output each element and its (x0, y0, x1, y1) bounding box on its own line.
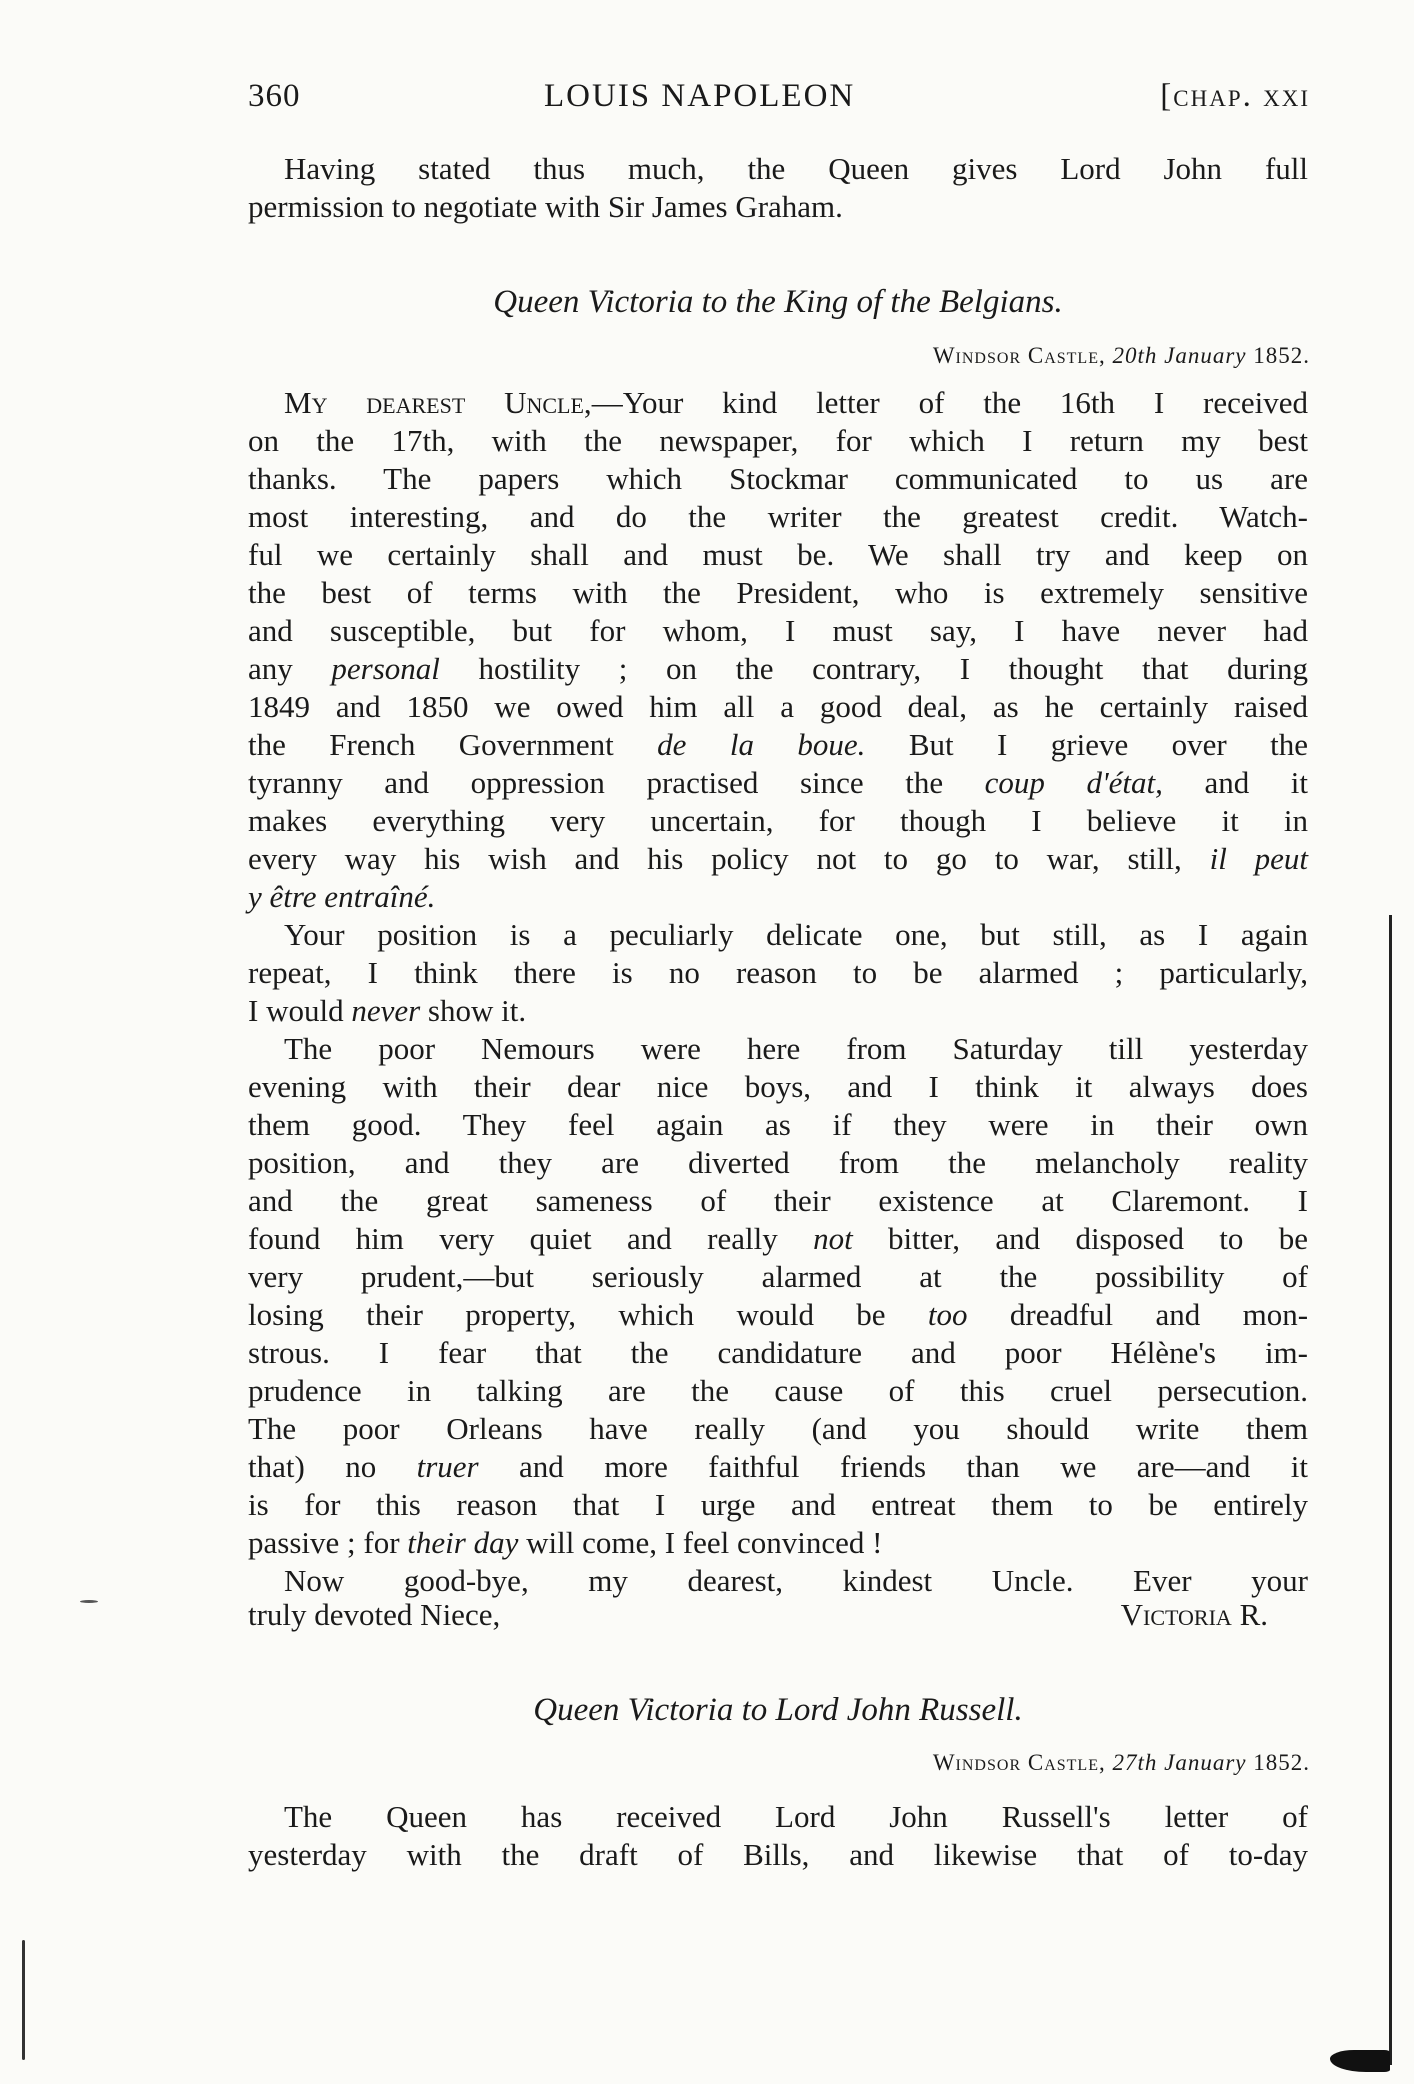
text-line: thanks. The papers which Stockmar communicated to us are (248, 461, 1308, 496)
running-title: LOUIS NAPOLEON (544, 78, 856, 114)
text-line: The poor Nemours were here from Saturday till yesterday (284, 1031, 1308, 1066)
text-line: The poor Orleans have really (and you should write them (248, 1411, 1308, 1446)
text-line: losing their property, which would be too dreadful and mon- (248, 1297, 1309, 1332)
dateline-place: Windsor Castle, (932, 1750, 1106, 1775)
dateline-date: 20th January (1112, 343, 1247, 368)
text-line: position, and they are diverted from the melancholy reality (248, 1145, 1308, 1180)
text-line: ful we certainly shall and must be. We shall try and keep on (248, 537, 1308, 572)
signoff-line (248, 1596, 1308, 1634)
text-line: them good. They feel again as if they were in their own (248, 1107, 1308, 1142)
salutation: My dearest Uncle, (284, 385, 592, 420)
chapter-label: [chap. xxi (1160, 78, 1310, 114)
text-line: Now good-bye, my dearest, kindest Uncle. Ever your (284, 1563, 1308, 1598)
dateline-year: 1852. (1253, 343, 1310, 368)
scan-edge-mark (22, 1940, 25, 2060)
page-number: 360 (248, 78, 301, 114)
text-line: and the great sameness of their existence at Claremont. I (248, 1183, 1308, 1218)
text-line: repeat, I think there is no reason to be alarmed ; particularly, (248, 955, 1308, 990)
dateline-place: Windsor Castle, (932, 343, 1106, 368)
text-line: makes everything very uncertain, for though I believe it in (248, 803, 1308, 838)
text-line: that) no truer and more faithful friends than we are—and it (248, 1449, 1308, 1484)
dateline-date: 27th January (1112, 1750, 1247, 1775)
text-line: tyranny and oppression practised since the coup d'état, and it (248, 765, 1309, 800)
letter-body (248, 1798, 1308, 1874)
text-line: is for this reason that I urge and entreat them to be entirely (248, 1487, 1308, 1522)
scan-edge-line (1389, 915, 1392, 2065)
letter-heading: Queen Victoria to Lord John Russell. (533, 1692, 1023, 1728)
text-line: I would never show it. (248, 993, 527, 1028)
text-line: every way his wish and his policy not to go to war, still, il peut (248, 841, 1309, 876)
closing: truly devoted Niece, (248, 1597, 501, 1632)
text-line: evening with their dear nice boys, and I think it always does (248, 1069, 1308, 1104)
text-line: prudence in talking are the cause of this cruel persecution. (248, 1373, 1308, 1408)
text-line: Your position is a peculiarly delicate one, but still, as I again (284, 917, 1308, 952)
text-line: the best of terms with the President, who is extremely sensitive (248, 575, 1308, 610)
text-line: most interesting, and do the writer the greatest credit. Watch- (248, 499, 1308, 534)
text-line: Having stated thus much, the Queen gives Lord John full (284, 151, 1308, 186)
text-line: any personal hostility ; on the contrary, I thought that during (248, 651, 1309, 686)
text-line: very prudent,—but seriously alarmed at the possibility of (248, 1259, 1308, 1294)
text-line: y être entraîné. (248, 879, 436, 914)
text-line: yesterday with the draft of Bills, and likewise that of to-day (248, 1837, 1308, 1872)
dateline-year: 1852. (1253, 1750, 1310, 1775)
text-line: permission to negotiate with Sir James Graham. (248, 189, 843, 224)
text-line: passive ; for their day will come, I feel convinced ! (248, 1525, 883, 1560)
text-line: 1849 and 1850 we owed him all a good deal, as he certainly raised (248, 689, 1308, 724)
text-line: found him very quiet and really not bitter, and disposed to be (248, 1221, 1309, 1256)
letter-heading: Queen Victoria to the King of the Belgians. (493, 284, 1063, 320)
intro-paragraph (248, 150, 1308, 226)
text-line: and susceptible, but for whom, I must say, I have never had (248, 613, 1308, 648)
page-header (248, 78, 1310, 128)
text-line: My dearest Uncle,—Your kind letter of the 16th I received (284, 385, 1308, 420)
signature: Victoria R. (1120, 1597, 1268, 1632)
text-line: strous. I fear that the candidature and poor Hélène's im- (248, 1335, 1308, 1370)
text-line: on the 17th, with the newspaper, for which I return my best (248, 423, 1308, 458)
letter-body (248, 384, 1308, 1600)
letter-dateline (933, 1750, 1310, 1776)
letter-dateline (933, 343, 1310, 369)
text-line: The Queen has received Lord John Russell's letter of (284, 1799, 1308, 1834)
text-line: the French Government de la boue. But I grieve over the (248, 727, 1308, 762)
scan-blot (1330, 2050, 1390, 2072)
scan-speck (80, 1600, 98, 1603)
